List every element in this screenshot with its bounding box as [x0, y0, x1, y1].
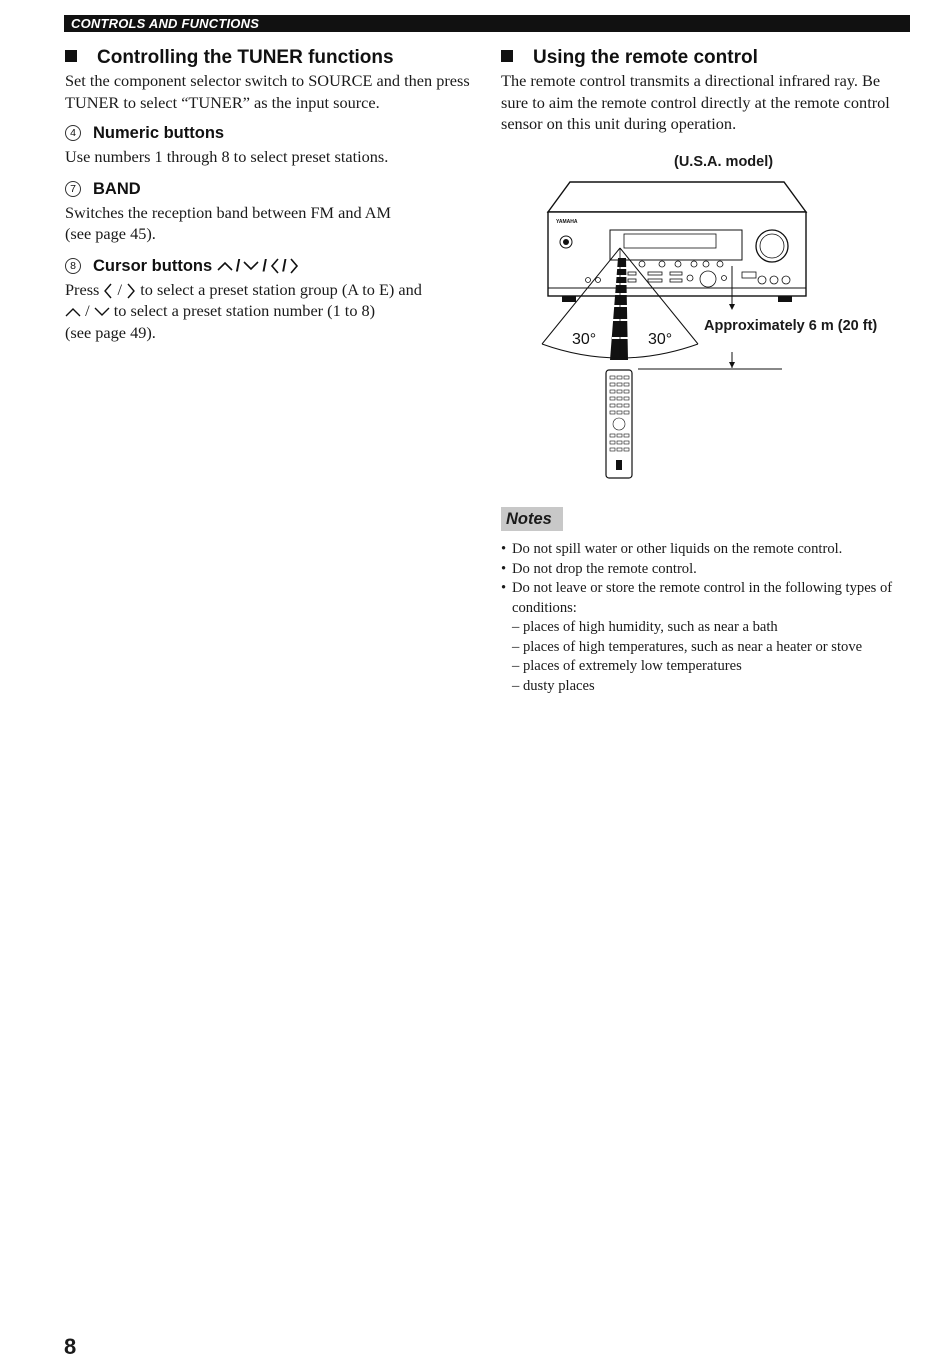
angle-left-label: 30°	[572, 331, 597, 348]
notes-badge: Notes	[501, 507, 563, 531]
receiver-foot	[778, 296, 792, 302]
cursor-buttons-text: Press / to select a preset station group (A to E) and / to select a preset station number (1 to 8) (see page 49).	[65, 279, 422, 342]
cursor-down-icon	[94, 306, 110, 318]
note-subitem: – places of high temperatures, such as near a heater or stove	[512, 638, 863, 655]
square-bullet-icon	[501, 50, 513, 62]
notes-list	[501, 540, 911, 696]
band-text: Switches the reception band between FM and AM (see page 45).	[65, 202, 392, 243]
cursor-left-icon	[103, 283, 113, 299]
cursor-down-icon	[243, 260, 259, 272]
note-subitem: – places of high humidity, such as near a bath	[512, 619, 778, 635]
distance-arrow-up	[729, 304, 735, 310]
distance-arrow-down	[729, 362, 735, 368]
square-bullet-icon	[65, 50, 77, 62]
page-number: 8	[64, 1334, 77, 1359]
item-number-badge: 4	[65, 125, 81, 141]
item-number-badge: 8	[65, 258, 81, 274]
remote-heading: Using the remote control	[501, 46, 911, 70]
receiver-foot	[562, 296, 576, 302]
cursor-up-icon	[217, 260, 233, 272]
cursor-right-icon	[289, 258, 299, 274]
numeric-buttons-text: Use numbers 1 through 8 to select preset stations.	[65, 147, 389, 166]
note-item: • Do not spill water or other liquids on the remote control.	[501, 540, 911, 560]
tuner-section	[65, 46, 475, 343]
note-item: • Do not drop the remote control.	[501, 560, 911, 580]
distance-label: Approximately 6 m (20 ft)	[704, 318, 878, 334]
note-subitem: – dusty places	[512, 677, 595, 694]
receiver-top-panel	[548, 182, 806, 212]
power-button-core	[563, 239, 569, 245]
note-item: • Do not leave or store the remote control in the following types of conditions:	[501, 579, 911, 618]
band-heading: 7 BAND	[65, 178, 475, 200]
cursor-buttons-heading: 8 Cursor buttons / / /	[65, 255, 475, 277]
tuner-heading: Controlling the TUNER functions	[65, 46, 475, 70]
cursor-left-icon	[270, 258, 280, 274]
section-header-bar: CONTROLS AND FUNCTIONS	[64, 15, 910, 32]
item-number-badge: 7	[65, 181, 81, 197]
cursor-right-icon	[126, 283, 136, 299]
numeric-buttons-heading: 4 Numeric buttons	[65, 122, 475, 144]
note-subitem: – places of extremely low temperatures	[512, 658, 742, 674]
model-label: (U.S.A. model)	[674, 154, 774, 170]
angle-right-label: 30°	[648, 331, 673, 348]
remote-intro: The remote control transmits a directional infrared ray. Be sure to aim the remote control directly at the remote control sensor on this unit during operation.	[501, 71, 890, 133]
display-screen	[624, 234, 716, 248]
volume-knob-inner	[760, 234, 784, 258]
tuner-intro: Set the component selector switch to SOURCE and then press TUNER to select “TUNER” as the input source.	[65, 71, 470, 112]
receiver-brand: YAMAHA	[556, 219, 578, 225]
remote-control-icon	[606, 370, 632, 478]
cursor-up-icon	[65, 306, 81, 318]
remote-control-section	[501, 46, 911, 135]
